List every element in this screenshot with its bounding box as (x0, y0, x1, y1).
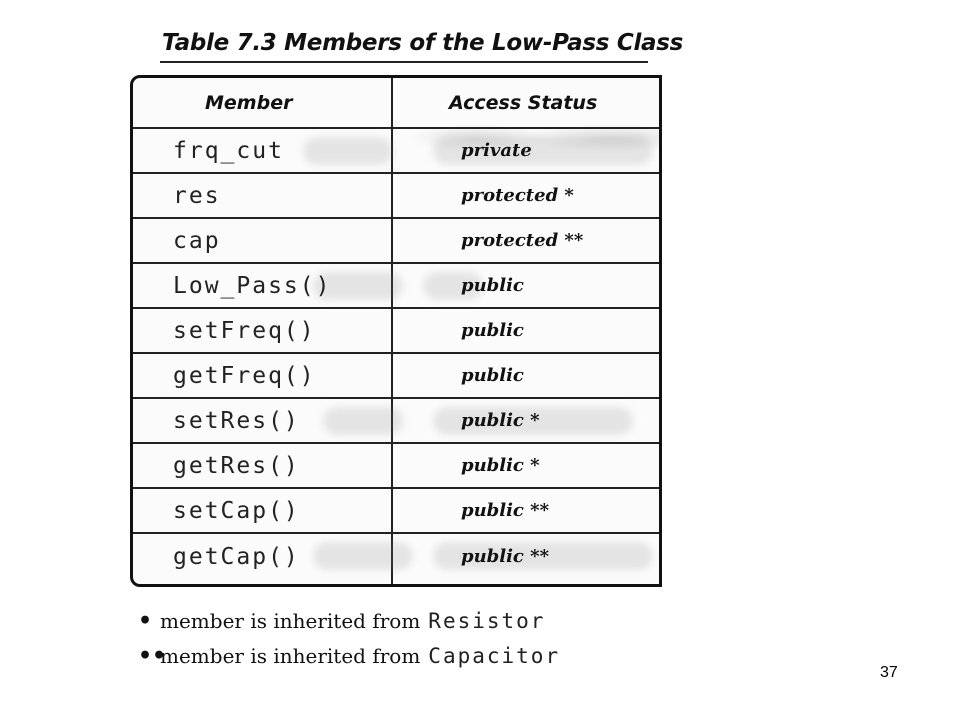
table-row (133, 129, 659, 174)
member-cell: setCap() (173, 497, 300, 524)
table-header-row (133, 78, 659, 129)
table-title: Table 7.3 Members of the Low-Pass Class (162, 30, 684, 56)
footnote-text: member is inherited from (160, 644, 421, 668)
access-cell: private (461, 140, 532, 161)
access-cell: public (461, 320, 524, 341)
scan-shade (313, 542, 413, 570)
footnote-capacitor (138, 643, 560, 669)
scan-shade (323, 407, 403, 435)
header-member: Member (205, 91, 293, 114)
table-row (133, 354, 659, 399)
members-table (130, 75, 662, 587)
footnote-mark: •• (138, 643, 167, 669)
member-cell: res (173, 182, 221, 209)
table-row (133, 399, 659, 444)
footnote-resistor (138, 608, 545, 634)
member-cell: setFreq() (173, 317, 316, 344)
footnote-text: member is inherited from (160, 609, 421, 633)
access-cell: public * (461, 410, 540, 431)
access-cell: protected ** (461, 230, 584, 251)
table-row (133, 174, 659, 219)
member-cell: setRes() (173, 407, 300, 434)
access-cell: public * (461, 455, 540, 476)
table-row (133, 264, 659, 309)
access-cell: public (461, 275, 524, 296)
access-cell: public ** (461, 546, 549, 567)
scan-shade (303, 137, 393, 165)
title-underline (160, 61, 648, 63)
member-cell: frq_cut (173, 137, 284, 164)
access-cell: protected * (461, 185, 574, 206)
member-cell: getCap() (173, 543, 300, 570)
member-cell: cap (173, 227, 221, 254)
member-cell: getFreq() (173, 362, 316, 389)
access-cell: public ** (461, 500, 549, 521)
footnote-mark: • (138, 608, 153, 634)
access-cell: public (461, 365, 524, 386)
table-row (133, 444, 659, 489)
member-cell: getRes() (173, 452, 300, 479)
table-row (133, 534, 659, 579)
footnote-class-name: Resistor (428, 609, 546, 633)
table-row (133, 489, 659, 534)
page-number: 37 (880, 664, 898, 681)
footnote-class-name: Capacitor (428, 644, 561, 668)
table-row (133, 309, 659, 354)
header-access-status: Access Status (449, 91, 598, 114)
table-row (133, 219, 659, 264)
member-cell: Low_Pass() (173, 272, 332, 299)
